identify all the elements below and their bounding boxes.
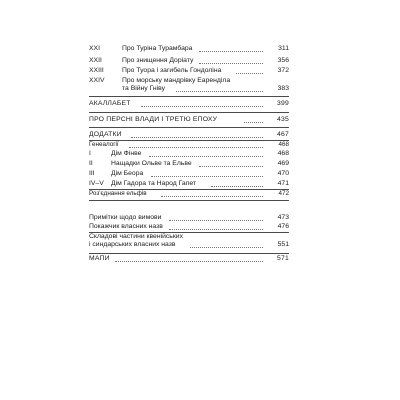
dot-leader	[211, 186, 263, 187]
page-number: 470	[277, 170, 289, 177]
section-title: ПРО ПЕРСНІ ВЛАДИ І ТРЕТЮ ЕПОХУ	[89, 116, 218, 123]
section-divider	[89, 112, 289, 113]
appendix-number: II	[89, 160, 93, 167]
dot-leader	[176, 91, 263, 92]
page-number: 383	[277, 85, 289, 92]
section-divider	[89, 96, 289, 97]
chapter-number: XXIV	[89, 77, 105, 84]
dot-leader	[129, 147, 263, 148]
appendix-number: I	[89, 150, 91, 157]
page-number: 435	[277, 116, 289, 123]
page-number: 468	[277, 150, 289, 157]
dot-leader	[161, 196, 263, 197]
entry-title: Складові частини квенійських	[89, 233, 183, 240]
dot-leader	[151, 176, 263, 177]
appendix-title: Дім Гадора та Народ Гапет	[111, 180, 197, 187]
section-divider	[89, 127, 289, 128]
chapter-title-continued: та Війну Гніву	[122, 85, 166, 92]
dot-leader	[131, 137, 263, 138]
entry-title-continued: і синдарських власних назв	[89, 241, 176, 248]
dot-leader	[199, 166, 263, 167]
page-number: 472	[278, 190, 289, 197]
page-number: 476	[277, 223, 289, 230]
entry-title: Роз'єднання ельфів	[89, 190, 147, 197]
chapter-number: XXI	[89, 45, 100, 52]
chapter-title: Про знищення Доріату	[122, 57, 194, 64]
entry-title: Примітки щодо вимови	[89, 214, 162, 221]
page-number: 471	[277, 180, 289, 187]
dot-leader	[149, 156, 263, 157]
chapter-number: XXIII	[89, 67, 104, 74]
appendix-number: IV–V	[89, 180, 104, 187]
chapter-number: XXII	[89, 57, 102, 64]
dot-leader	[199, 63, 263, 64]
section-title: АКАЛЛАБЕТ	[89, 100, 131, 107]
entry-title: Покажчик власних назв	[89, 223, 163, 230]
entry-title: Генеалогії	[89, 141, 119, 148]
dot-leader	[141, 106, 263, 107]
section-title: ДОДАТКИ	[89, 131, 122, 138]
dot-leader	[169, 229, 263, 230]
section-divider	[89, 140, 289, 141]
appendix-title: Дім Фінве	[111, 150, 142, 157]
page-number: 356	[277, 57, 289, 64]
section-divider	[89, 200, 289, 201]
dot-leader	[199, 51, 263, 52]
page-number: 468	[278, 141, 289, 148]
page-number: 467	[277, 131, 289, 138]
page-number: 372	[277, 67, 289, 74]
dot-leader	[169, 220, 263, 221]
section-divider	[89, 253, 289, 254]
chapter-title: Про морську мандрівку Еаренділа	[122, 77, 231, 84]
dot-leader	[190, 247, 263, 248]
page-number: 469	[277, 160, 289, 167]
page-number: 473	[277, 214, 289, 221]
appendix-number: III	[89, 170, 95, 177]
page-number: 311	[278, 45, 289, 52]
dot-leader	[244, 122, 263, 123]
appendix-title: Дім Беора	[111, 170, 144, 177]
chapter-title: Про Туріна Турамбара	[122, 45, 193, 52]
section-title: МАПИ	[89, 255, 110, 262]
appendix-title: Нащадки Ольве та Ельве	[111, 160, 192, 167]
page-number: 571	[277, 255, 289, 262]
page-number: 551	[277, 241, 289, 248]
dot-leader	[115, 261, 263, 262]
dot-leader	[236, 73, 263, 74]
page-number: 399	[277, 100, 289, 107]
chapter-title: Про Туора і загибель Гондоліна	[122, 67, 222, 74]
